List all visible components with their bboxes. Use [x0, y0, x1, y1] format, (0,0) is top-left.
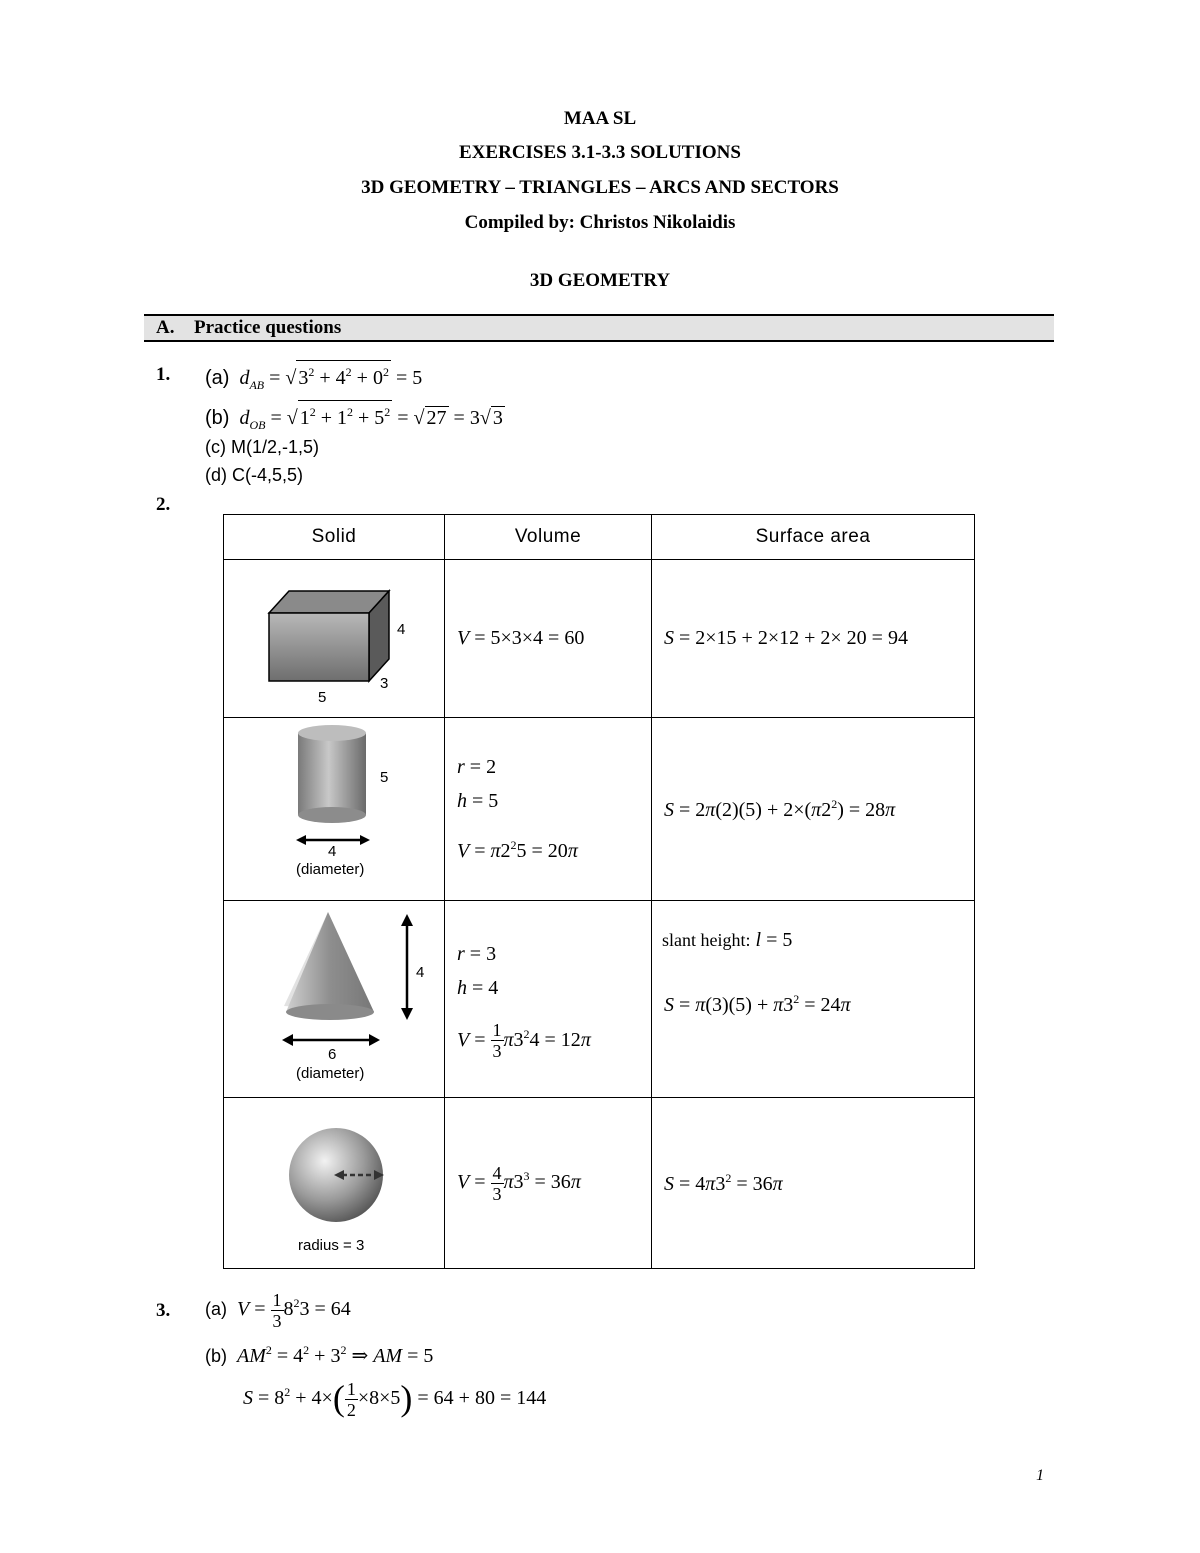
point-c-value: C(-4,5,5) [232, 465, 304, 485]
cylinder-volume-formula: r = 2 h = 5 $V = \pi 2^25 = 20\pi$ [457, 756, 578, 862]
cone-surface-cell [652, 901, 975, 1098]
solids-table [223, 514, 975, 1269]
cuboid-surface-cell [652, 560, 975, 718]
cylinder-diameter-label: 4 [328, 842, 337, 860]
cone-surface-formula: $S = \pi(3)(5) + \pi 3^2 = 24\pi$ [664, 992, 851, 1016]
question-1-number: 1. [156, 364, 171, 385]
cone-slant-height: slant height: l = 5 [662, 929, 793, 951]
sphere-volume-cell [445, 1098, 652, 1269]
section-letter: A. [156, 317, 175, 338]
cuboid-height-label: 4 [397, 620, 406, 638]
q1-part-b: (b) $d_{OB}$ = √ $1^2 + 1^2 + 5^2$ = √ 27 = 3√ 3 [205, 400, 505, 433]
header-volume: Volume [445, 515, 652, 560]
cone-diameter-label: 6 [328, 1045, 337, 1063]
cuboid-volume-cell [445, 560, 652, 718]
cone-figure-cell [224, 901, 445, 1098]
row-sphere [224, 1098, 975, 1269]
row-cone [224, 901, 975, 1098]
course-title: MAA SL [563, 108, 637, 129]
section-bar [144, 314, 1054, 342]
q3-part-a: (a) V = $\frac{1}{3}$ $8^23 = 64$ [205, 1290, 351, 1331]
cuboid-depth-label: 3 [380, 674, 389, 692]
cylinder-height-label: 5 [380, 768, 389, 786]
midpoint-value: M(1/2,-1,5) [231, 437, 320, 457]
cone-volume-formula: r = 3 h = 4 V = $\frac{1}{3}$ $\pi 3^24 = 12\pi$ [457, 942, 591, 1062]
sphere-surface-formula: $S = 4\pi 3^2 = 36\pi$ [664, 1170, 783, 1195]
cylinder-surface-cell [652, 718, 975, 901]
topic-title: 3D GEOMETRY – TRIANGLES – ARCS AND SECTORS [361, 177, 839, 198]
sphere-volume-formula: V = $\frac{4}{3}$ $\pi 3^3 = 36\pi$ [457, 1162, 581, 1204]
sphere-figure-cell [224, 1098, 445, 1269]
cylinder-volume-cell [445, 718, 652, 901]
row-cylinder [224, 718, 975, 901]
cone-volume-cell [445, 901, 652, 1098]
header-surface-area: Surface area [652, 515, 975, 560]
question-3-number: 3. [156, 1300, 171, 1321]
cuboid-figure-cell [224, 560, 445, 718]
row-cuboid [224, 560, 975, 718]
sphere-radius-note: radius = 3 [298, 1236, 365, 1254]
section-title: Practice questions [194, 317, 342, 338]
page-number: 1 [1036, 1467, 1044, 1484]
cone-height-label: 4 [416, 963, 425, 981]
cuboid-figure [224, 561, 444, 717]
cylinder-figure-cell [224, 718, 445, 901]
q1-part-c: (c) M(1/2,-1,5) [205, 437, 320, 457]
cuboid-width-label: 5 [318, 688, 327, 706]
question-2-number: 2. [156, 494, 171, 515]
q3-surface-formula: $S = 8^2 + 4\times$( $\frac{1}{2}$ ×8×5) = 64 + 80 = 144 [243, 1378, 547, 1420]
cylinder-surface-formula: $S = 2\pi(2)(5) + 2\times(\pi 2^2) = 28\pi$ [664, 796, 896, 821]
cone-diameter-note: (diameter) [296, 1064, 365, 1082]
q1-part-a: (a) $d_{AB}$ = √ $3^2 + 4^2 + 0^2 = 5$ [205, 360, 422, 393]
author-line: Compiled by: Christos Nikolaidis [464, 212, 736, 233]
q1-part-d: (d) C(-4,5,5) [205, 465, 304, 485]
exercise-title: EXERCISES 3.1-3.3 SOLUTIONS [459, 142, 741, 163]
sphere-surface-cell [652, 1098, 975, 1269]
header-solid: Solid [224, 515, 445, 560]
cylinder-diameter-note: (diameter) [296, 860, 365, 878]
q3-part-b: (b) $AM^2 = 4^2 + 3^2$ ⇒ AM = 5 [205, 1343, 434, 1367]
section-heading: 3D GEOMETRY [529, 270, 671, 291]
cuboid-surface-formula: S = 2×15 + 2×12 + 2× 20 = 94 [664, 627, 908, 649]
cuboid-volume-formula: V = 5×3×4 = 60 [457, 627, 585, 649]
